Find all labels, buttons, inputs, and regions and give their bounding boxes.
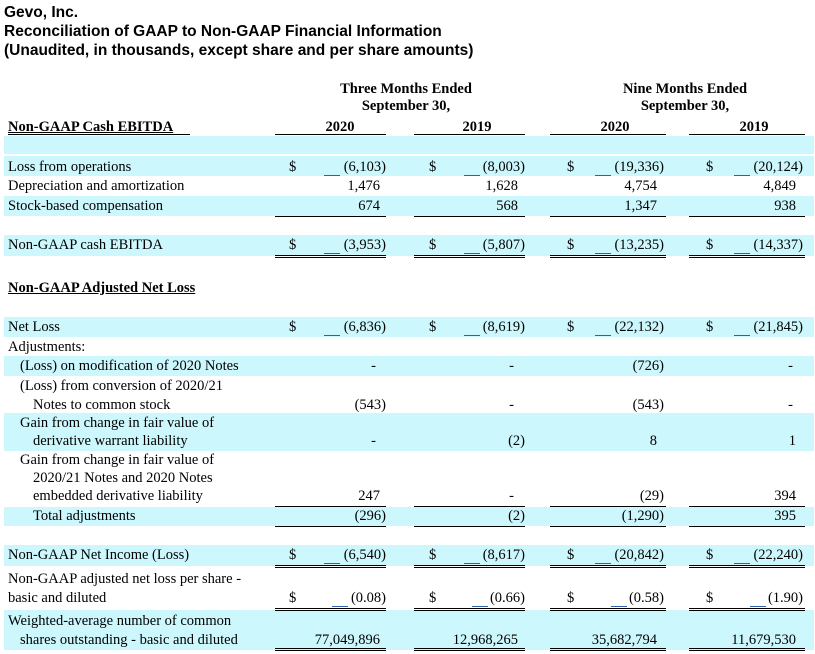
value-cell: (21,845) [753,319,803,335]
total-double-rule [550,608,666,611]
total-double-rule [550,255,666,258]
value-underline [750,606,766,607]
value-underline [734,175,750,176]
value-underline [734,563,750,564]
adjustment-label: (Loss) from conversion of 2020/21 [20,378,223,394]
report-title: Reconciliation of GAAP to Non-GAAP Financial Information [4,23,442,40]
value-cell: (22,240) [753,547,803,563]
total-double-rule [414,648,525,651]
value-cell: 394 [774,488,796,504]
value-cell: 77,049,896 [314,632,380,648]
value-underline [595,335,611,336]
dollar-sign: $ [567,590,575,606]
adjustment-label-continued: 2020/21 Notes and 2020 Notes [33,470,213,486]
value-cell: (543) [632,397,664,413]
dollar-sign: $ [706,590,714,606]
section-heading-net-loss: Non-GAAP Adjusted Net Loss [8,280,196,296]
value-cell: - [371,433,376,449]
dollar-sign: $ [567,319,575,335]
row-band [4,136,814,154]
dollar-sign: $ [429,590,437,606]
dollar-sign: $ [567,237,575,253]
period-nine-months: Nine Months Ended [622,81,748,97]
header-rule [689,134,805,135]
value-underline [324,335,340,336]
value-cell: (726) [632,358,664,374]
value-underline [472,606,488,607]
value-cell: (8,619) [482,319,525,335]
value-cell: (20,842) [614,547,664,563]
dollar-sign: $ [289,319,297,335]
value-cell: (6,103) [343,159,386,175]
adjustments-label: Adjustments: [8,339,86,355]
dollar-sign: $ [429,159,437,175]
value-cell: 247 [358,488,380,504]
value-cell: (0.58) [628,590,664,606]
value-cell: - [788,358,793,374]
header-rule [414,134,525,135]
dollar-sign: $ [706,159,714,175]
value-cell: (6,836) [343,319,386,335]
year-header: 2020 [600,119,630,135]
adjustment-label-continued: Notes to common stock [33,397,171,413]
row-label-continued: shares outstanding - basic and diluted [20,632,238,648]
value-cell: - [371,358,376,374]
subtotal-rule [689,526,805,527]
row-label: Weighted-average number of common [8,613,232,629]
row-label: Depreciation and amortization [8,178,185,194]
value-underline [611,606,627,607]
value-cell: 1,628 [485,178,518,194]
value-cell: (0.66) [489,590,525,606]
value-underline [464,335,480,336]
dollar-sign: $ [706,319,714,335]
value-cell: - [509,397,514,413]
value-cell: (22,132) [614,319,664,335]
adjustment-label: Gain from change in fair value of [20,452,215,468]
adjustment-label-continued: embedded derivative liability [33,488,203,504]
value-cell: 395 [774,508,796,524]
value-cell: 8 [649,433,657,449]
value-cell: - [509,488,514,504]
dollar-sign: $ [429,319,437,335]
adjustment-label-continued: derivative warrant liability [33,433,188,449]
dollar-sign: $ [429,547,437,563]
total-double-rule [689,565,805,568]
value-cell: 938 [774,198,796,214]
subtotal-rule [275,526,386,527]
total-double-rule [689,608,805,611]
subtotal-rule [550,216,666,217]
value-cell: (1.90) [767,590,803,606]
value-cell: (2) [508,433,525,449]
header-rule [550,134,666,135]
total-double-rule [275,565,386,568]
row-label: Loss from operations [8,159,132,175]
row-label: Non-GAAP adjusted net loss per share - [8,571,242,587]
total-double-rule [414,608,525,611]
value-underline [595,253,611,254]
value-underline [324,253,340,254]
value-underline [464,563,480,564]
value-cell: 4,849 [763,178,796,194]
dollar-sign: $ [706,237,714,253]
value-cell: (543) [354,397,386,413]
value-cell: (6,540) [343,547,386,563]
subtotal-rule [689,216,805,217]
value-cell: - [788,397,793,413]
total-double-rule [275,648,386,651]
value-cell: 11,679,530 [731,632,796,648]
value-cell: (5,807) [482,237,525,253]
total-double-rule [275,255,386,258]
value-cell: (13,235) [614,237,664,253]
period-nine-months-date: September 30, [640,98,730,114]
value-cell: (29) [639,488,664,504]
period-three-months: Three Months Ended [340,81,472,97]
value-cell: 1,476 [347,178,380,194]
row-label: Net Loss [8,319,60,335]
row-band [4,317,814,337]
row-label: Total adjustments [33,508,136,524]
adjustment-label: (Loss) on modification of 2020 Notes [20,358,239,374]
value-underline [324,563,340,564]
total-double-rule [689,648,805,651]
section-heading-ebitda: Non-GAAP Cash EBITDA [8,119,174,135]
value-cell: 674 [358,198,380,214]
value-cell: (19,336) [614,159,664,175]
total-double-rule [275,608,386,611]
row-label: Non-GAAP Net Income (Loss) [8,547,190,563]
dollar-sign: $ [289,590,297,606]
subtotal-rule [275,216,386,217]
dollar-sign: $ [429,237,437,253]
company-name: Gevo, Inc. [4,4,79,21]
total-double-rule [550,648,666,651]
value-cell: (0.08) [350,590,386,606]
header-rule [275,134,386,135]
dollar-sign: $ [706,547,714,563]
value-underline [595,563,611,564]
adjustment-label: Gain from change in fair value of [20,415,215,431]
value-cell: 1,347 [624,198,657,214]
total-double-rule [414,565,525,568]
value-underline [464,253,480,254]
year-header: 2019 [739,119,769,135]
value-cell: - [509,358,514,374]
total-double-rule [550,565,666,568]
dollar-sign: $ [567,547,575,563]
row-label: Non-GAAP cash EBITDA [8,237,163,253]
period-three-months-date: September 30, [361,98,451,114]
value-cell: (20,124) [753,159,803,175]
report-subtitle: (Unaudited, in thousands, except share and per share amounts) [4,42,474,59]
subtotal-rule [414,216,525,217]
value-cell: (8,003) [482,159,525,175]
year-header: 2020 [325,119,355,135]
value-underline [595,175,611,176]
value-underline [734,335,750,336]
subtotal-rule [550,526,666,527]
value-cell: 35,682,794 [591,632,657,648]
row-label-continued: basic and diluted [8,590,107,606]
value-cell: 4,754 [624,178,657,194]
total-double-rule [414,255,525,258]
value-underline [332,606,348,607]
value-cell: (3,953) [343,237,386,253]
year-header: 2019 [462,119,492,135]
value-underline [734,253,750,254]
value-cell: (14,337) [753,237,803,253]
value-cell: 568 [496,198,518,214]
subtotal-rule [414,526,525,527]
value-cell: (1,290) [621,508,664,524]
dollar-sign: $ [289,547,297,563]
dollar-sign: $ [289,159,297,175]
total-double-rule [689,255,805,258]
value-cell: 1 [788,433,796,449]
value-cell: (2) [508,508,525,524]
row-label: Stock-based compensation [8,198,164,214]
value-underline [324,175,340,176]
dollar-sign: $ [567,159,575,175]
value-cell: (8,617) [482,547,525,563]
value-underline [464,175,480,176]
dollar-sign: $ [289,237,297,253]
value-cell: 12,968,265 [452,632,518,648]
header-rule [8,134,190,135]
value-cell: (296) [354,508,386,524]
